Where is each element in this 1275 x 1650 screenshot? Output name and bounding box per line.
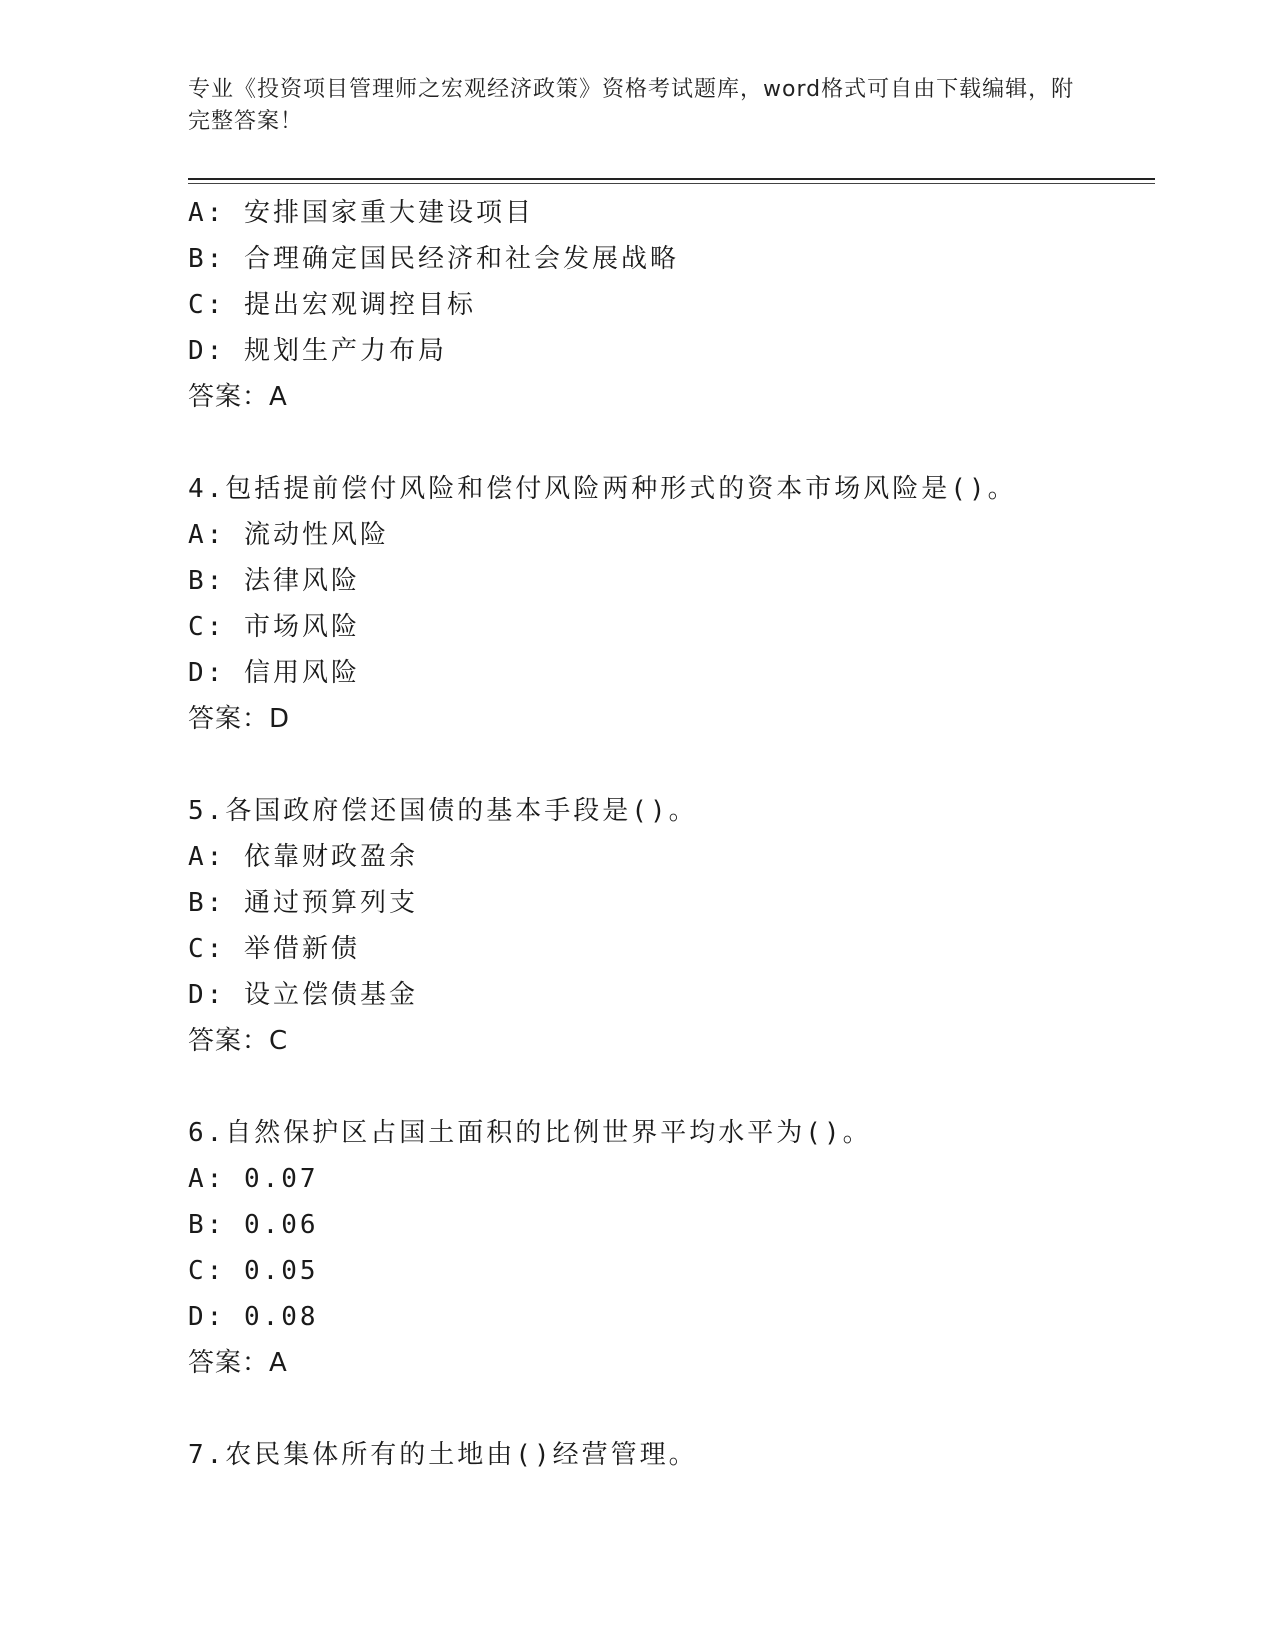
question-text: 4.包括提前偿付风险和偿付风险两种形式的资本市场风险是()。: [188, 474, 1017, 504]
question-block-5: [188, 788, 1148, 1064]
answer-line: 答案：D: [188, 704, 291, 734]
option-a: A: 依靠财政盈余: [188, 842, 418, 872]
question-block-3: [188, 190, 1148, 420]
option-c: C: 市场风险: [188, 612, 360, 642]
question-text: 6.自然保护区占国土面积的比例世界平均水平为()。: [188, 1118, 872, 1148]
option-b: B: 法律风险: [188, 566, 360, 596]
question-block-4: [188, 466, 1148, 742]
option-a: A: 0.07: [188, 1164, 319, 1194]
question-list: [188, 190, 1148, 1478]
option-d: D: 设立偿债基金: [188, 980, 418, 1010]
question-text: 5.各国政府偿还国债的基本手段是()。: [188, 796, 698, 826]
option-c: C: 提出宏观调控目标: [188, 290, 476, 320]
option-b: B: 通过预算列支: [188, 888, 418, 918]
document-header: 专业《投资项目管理师之宏观经济政策》资格考试题库，word格式可自由下载编辑，附完整答案！: [188, 77, 1075, 134]
answer-line: 答案：C: [188, 1026, 289, 1056]
header-divider-thick: [188, 178, 1155, 180]
option-b: B: 合理确定国民经济和社会发展战略: [188, 244, 679, 274]
answer-line: 答案：A: [188, 1348, 288, 1378]
option-c: C: 举借新债: [188, 934, 360, 964]
option-b: B: 0.06: [188, 1210, 319, 1240]
answer-line: 答案：A: [188, 382, 288, 412]
question-text: 7.农民集体所有的土地由()经营管理。: [188, 1440, 698, 1470]
option-d: D: 信用风险: [188, 658, 360, 688]
option-d: D: 0.08: [188, 1302, 319, 1332]
question-block-6: [188, 1110, 1148, 1386]
option-d: D: 规划生产力布局: [188, 336, 447, 366]
question-block-7: [188, 1432, 1148, 1478]
option-c: C: 0.05: [188, 1256, 319, 1286]
option-a: A: 流动性风险: [188, 520, 389, 550]
option-a: A: 安排国家重大建设项目: [188, 198, 534, 228]
header-divider-thin: [188, 183, 1155, 184]
